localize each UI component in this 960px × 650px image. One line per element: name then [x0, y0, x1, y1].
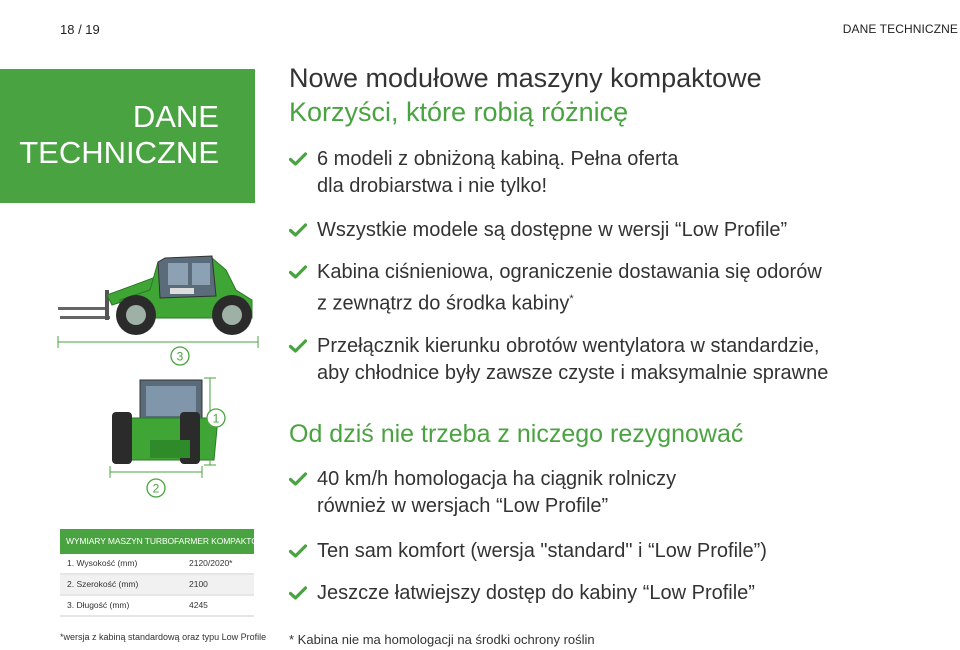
dimensions-table-heading: WYMIARY MASZYN TURBOFARMER KOMPAKTOWYCH	[60, 529, 254, 554]
label-2-text: 2	[152, 481, 160, 496]
bullet-text: Kabina ciśnieniowa, ograniczenie dostawania się odorów z zewnątrz do środka kabiny	[317, 261, 822, 315]
row-label: 1. Wysokość (mm)	[67, 558, 138, 568]
checkmark-icon	[289, 146, 317, 200]
dimension-label-2	[147, 479, 165, 497]
page-title: Nowe modułowe maszyny kompaktowe	[289, 63, 762, 93]
bullet-text: Jeszcze łatwiejszy dostęp do kabiny “Low Profile”	[317, 582, 755, 604]
bullet-text: 40 km/h homologacja ha ciągnik rolniczy również w wersjach “Low Profile”	[317, 468, 677, 517]
checkmark-icon	[289, 259, 317, 318]
checkmark-icon	[289, 466, 317, 520]
row-value: 2120/2020*	[189, 558, 233, 568]
row-value: 2100	[189, 579, 208, 589]
checkmark-icon	[289, 580, 317, 607]
bullet-item	[289, 538, 767, 565]
section2-title: Od dziś nie trzeba z niczego rezygnować	[289, 420, 744, 448]
dimensions-footnote: *wersja z kabiną standardową oraz typu Low Profile	[60, 632, 267, 642]
table-row	[60, 575, 254, 596]
row-value: 4245	[189, 600, 208, 610]
bullet-text: 6 modeli z obniżoną kabiną. Pełna oferta dla drobiarstwa i nie tylko!	[317, 148, 679, 197]
bullet-item	[289, 466, 676, 520]
page-subtitle: Korzyści, które robią różnicę	[289, 97, 629, 127]
label-1-text: 1	[212, 411, 220, 426]
bullet-item	[289, 146, 678, 200]
table-row	[60, 596, 254, 617]
title-block-line2: TECHNICZNE	[19, 135, 219, 170]
title-block-line1: DANE	[132, 99, 219, 134]
label-3-text: 3	[176, 349, 184, 364]
front-view-machine	[110, 378, 218, 478]
bullet-item	[289, 259, 822, 318]
bullet-item	[289, 217, 787, 244]
checkmark-icon	[289, 217, 317, 244]
cabin-footnote: * Kabina nie ma homologacji na środki ochrony roślin	[289, 632, 595, 647]
page-number: 18 / 19	[60, 22, 100, 37]
dimensions-table	[60, 529, 284, 617]
bullet-text: Przełącznik kierunku obrotów wentylatora w standardzie, aby chłodnice były zawsze czyste i maksymalnie sprawne	[317, 335, 829, 384]
side-view-machine	[58, 256, 258, 348]
checkmark-icon	[289, 538, 317, 565]
bullet-item	[289, 333, 828, 387]
title-block	[0, 69, 255, 203]
checkmark-icon	[289, 333, 317, 387]
bullet-text: Ten sam komfort (wersja "standard" i “Low Profile”)	[317, 540, 767, 562]
bullet-item	[289, 580, 755, 607]
row-label: 3. Długość (mm)	[67, 600, 130, 610]
row-label: 2. Szerokość (mm)	[67, 579, 139, 589]
dimension-label-3	[171, 347, 189, 365]
table-row	[60, 554, 254, 575]
bullet-text: Wszystkie modele są dostępne w wersji “Low Profile”	[317, 219, 788, 241]
section-tag: DANE TECHNICZNE	[842, 22, 958, 36]
footnote-marker: *	[569, 293, 574, 305]
dimension-label-1	[207, 409, 225, 427]
